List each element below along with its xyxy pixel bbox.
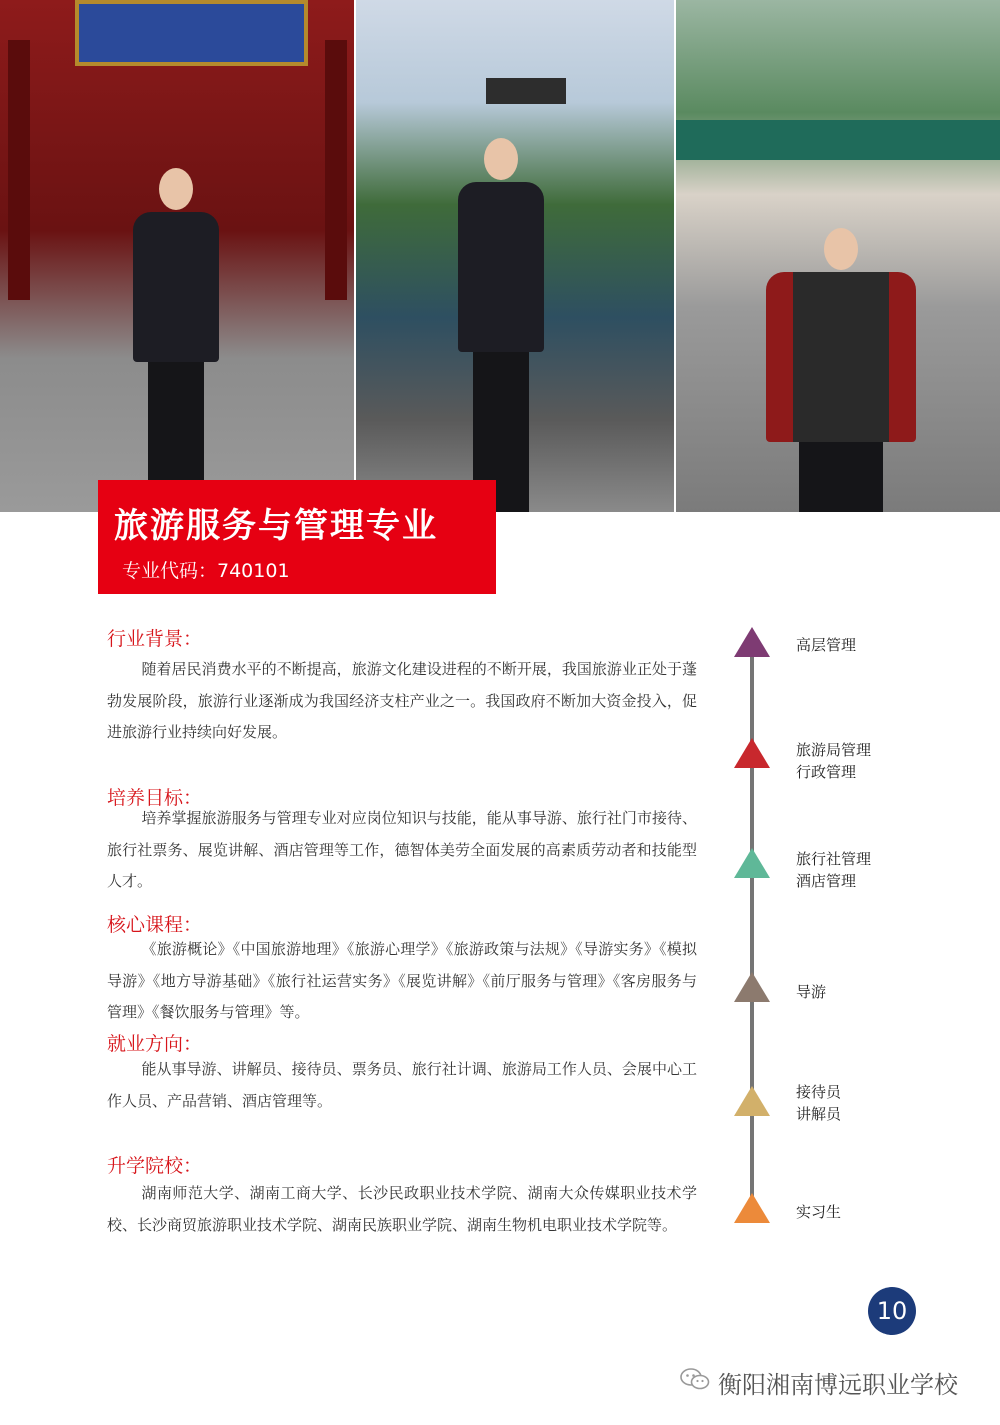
section-body-background: 随着居民消费水平的不断提高，旅游文化建设进程的不断开展，我国旅游业正处于蓬勃发展阶段，旅游行业逐渐成为我国经济支柱产业之一。我国政府不断加大资金投入，促进旅游行业持续向好发展。 xyxy=(107,660,697,741)
section-body-goal: 培养掌握旅游服务与管理专业对应岗位知识与技能，能从事导游、旅行社门市接待、旅行社票务、展览讲解、酒店管理等工作，德智体美劳全面发展的高素质劳动者和技能型人才。 xyxy=(107,809,697,890)
career-level-label: 接待员 讲解员 xyxy=(796,1083,842,1123)
triangle-marker-icon xyxy=(734,848,770,878)
section-title-courses: 核心课程： xyxy=(107,914,203,936)
career-level-label: 导游 xyxy=(796,983,827,1001)
courtyard-roof xyxy=(676,120,1000,160)
major-title: 旅游服务与管理专业 xyxy=(114,506,438,546)
triangle-marker-icon xyxy=(734,972,770,1002)
triangle-marker-icon xyxy=(734,627,770,657)
photo-courtyard xyxy=(676,0,1000,512)
career-level-label: 高层管理 xyxy=(796,636,857,654)
section-body-schools: 湖南师范大学、湖南工商大学、长沙民政职业技术学院、湖南大众传媒职业技术学校、长沙商贸旅游职业技术学院、湖南民族职业学院、湖南生物机电职业技术学院等。 xyxy=(107,1184,697,1234)
career-level-label: 旅行社管理 酒店管理 xyxy=(796,850,872,890)
photo-strip xyxy=(0,0,1000,512)
section-title-goal: 培养目标： xyxy=(107,787,203,809)
student-figure xyxy=(451,138,551,512)
section-title-schools: 升学院校： xyxy=(107,1155,203,1177)
career-level-label: 旅游局管理 行政管理 xyxy=(796,741,872,781)
student-figure xyxy=(766,228,916,512)
photo-pavilion-pond xyxy=(356,0,673,512)
pavilion-roof xyxy=(486,78,566,104)
major-code: 专业代码：740101 xyxy=(122,560,290,582)
major-title-box xyxy=(98,480,496,594)
career-level-label: 实习生 xyxy=(796,1203,842,1221)
page-number: 10 xyxy=(868,1287,916,1335)
gate-signboard xyxy=(75,0,308,66)
section-body-jobs: 能从事导游、讲解员、接待员、票务员、旅行社计调、旅游局工作人员、会展中心工作人员、产品营销、酒店管理等。 xyxy=(107,1060,697,1110)
gate-pillar xyxy=(325,40,347,300)
school-name: 衡阳湘南博远职业学校 xyxy=(718,1371,958,1399)
section-body-courses: 《旅游概论》《中国旅游地理》《旅游心理学》《旅游政策与法规》《导游实务》《模拟导游》《地方导游基础》《旅行社运营实务》《展览讲解》《前厅服务与管理》《客房服务与管理》《餐饮服务与管理》等。 xyxy=(107,940,697,1021)
career-timeline-line xyxy=(750,650,754,1215)
section-title-background: 行业背景： xyxy=(107,628,203,650)
triangle-marker-icon xyxy=(734,1086,770,1116)
photo-yueyang-tower xyxy=(0,0,354,512)
wechat-icon xyxy=(680,1368,710,1390)
triangle-marker-icon xyxy=(734,1193,770,1223)
triangle-marker-icon xyxy=(734,738,770,768)
gate-pillar xyxy=(8,40,30,300)
section-title-jobs: 就业方向： xyxy=(107,1033,203,1055)
student-figure xyxy=(130,168,222,512)
